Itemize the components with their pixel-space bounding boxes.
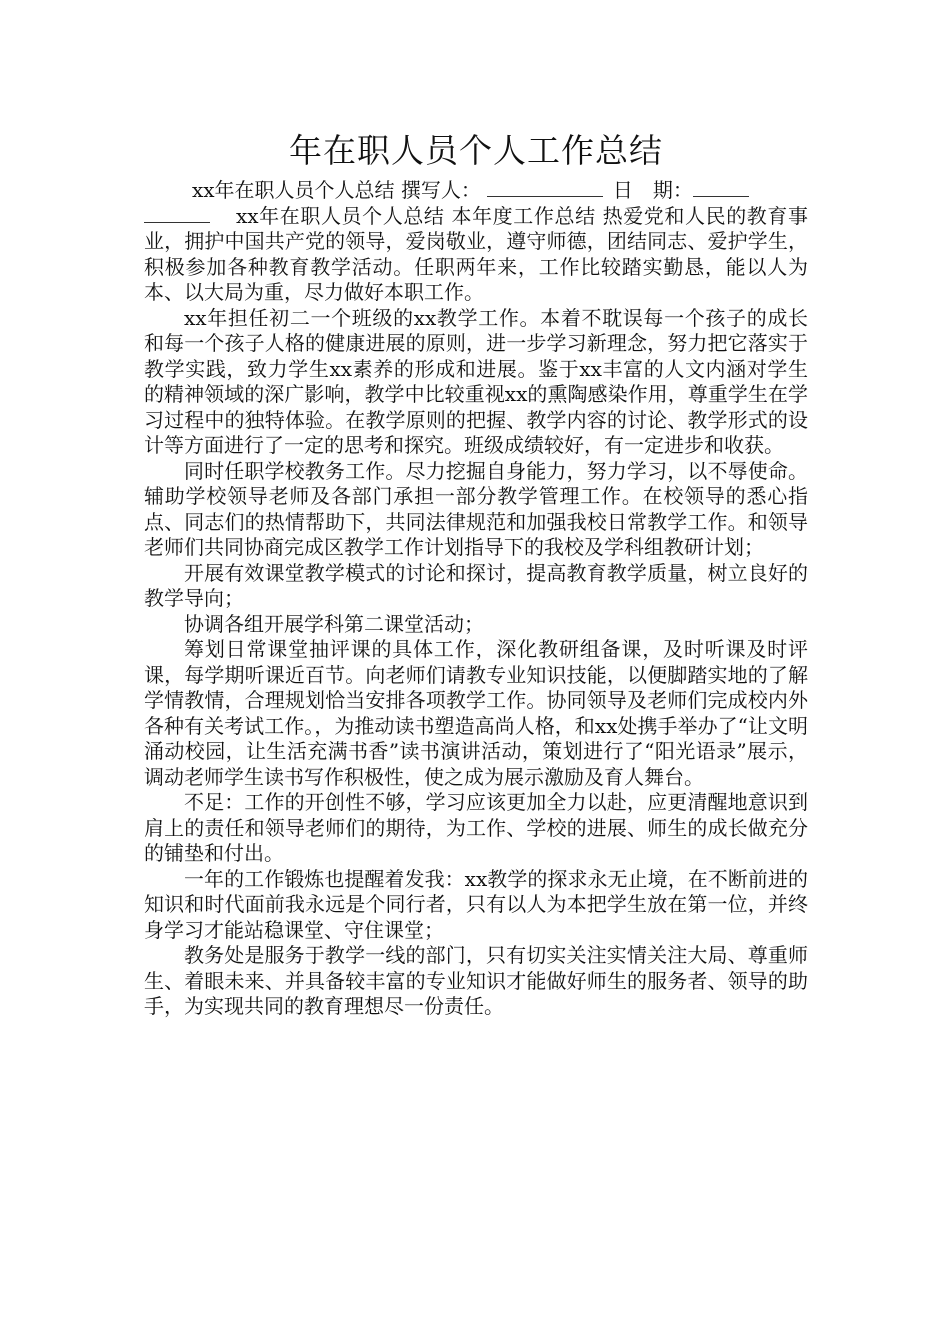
paragraph-5: 筹划日常课堂抽评课的具体工作，深化教研组备课，及时听课及时评课，每学期听课近百节。向老师们请教专业知识技能，以便脚踏实地的了解学情教情，合理规划恰当安排各项教学工作。协同领导及老师们完成校内外各种有关考试工作。，为推动读书塑造高尚人格，和xx处携手举办了“让文明涌动校园，让生活充满书香”读书演讲活动，策划进行了“阳光语录”展示，调动老师学生读书写作积极性，使之成为展示激励及育人舞台。: [144, 637, 808, 789]
doc-name: xx年在职人员个人总结: [192, 178, 395, 202]
author-label: 撰写人：: [400, 178, 481, 202]
document-page: [144, 128, 808, 1020]
paragraph-2: 同时任职学校教务工作。尽力挖掘自身能力，努力学习，以不辱使命。辅助学校领导老师及各部门承担一部分教学管理工作。在校领导的悉心指点、同志们的热情帮助下，共同法律规范和加强我校日常教学工作。和领导老师们共同协商完成区教学工作计划指导下的我校及学科组教研计划；: [144, 458, 808, 559]
paragraph-6: 不足：工作的开创性不够，学习应该更加全力以赴，应更清醒地意识到肩上的责任和领导老师们的期待，为工作、学校的进展、师生的成长做充分的铺垫和付出。: [144, 790, 808, 865]
paragraph-7: 一年的工作锻炼也提醒着发我：xx教学的探求永无止境，在不断前进的知识和时代面前我永远是个同行者，只有以人为本把学生放在第一位，并终身学习才能站稳课堂、守住课堂；: [144, 866, 808, 942]
paragraph-3: 开展有效课堂教学模式的讨论和探讨，提高教育教学质量，树立良好的教学导向；: [144, 560, 808, 610]
document-body: [144, 178, 808, 1020]
lead-paragraph: xx年在职人员个人总结 本年度工作总结 热爱党和人民的教育事业，拥护中国共产党的领导，爱岗敬业，遵守师德，团结同志、爱护学生，积极参加各种教育教学活动。任职两年来，工作比较踏实勤恳，能以人为本、以大局为重，尽力做好本职工作。: [144, 203, 808, 304]
paragraph-1: xx年担任初二一个班级的xx教学工作。本着不耽误每一个孩子的成长和每一个孩子人格的健康进展的原则，进一步学习新理念，努力把它落实于教学实践，致力学生xx素养的形成和进展。鉴于xx丰富的人文内涵对学生的精神领域的深广影响，教学中比较重视xx的熏陶感染作用，尊重学生在学习过程中的独特体验。在教学原则的把握、教学内容的讨论、教学形式的设计等方面进行了一定的思考和探究。班级成绩较好，有一定进步和收获。: [144, 305, 808, 457]
paragraph-8: 教务处是服务于教学一线的部门，只有切实关注实情关注大局、尊重师生、着眼未来、并具备较丰富的专业知识才能做好师生的服务者、领导的助手，为实现共同的教育理想尽一份责任。: [144, 943, 808, 1018]
document-title: 年在职人员个人工作总结: [289, 131, 663, 170]
author-blank: [487, 178, 603, 197]
date-blank-continued: [144, 204, 210, 223]
date-label: 日 期：: [612, 178, 693, 202]
meta-line: [144, 178, 808, 306]
date-blank: [693, 178, 749, 197]
paragraph-4: 协调各组开展学科第二课堂活动；: [184, 611, 484, 636]
